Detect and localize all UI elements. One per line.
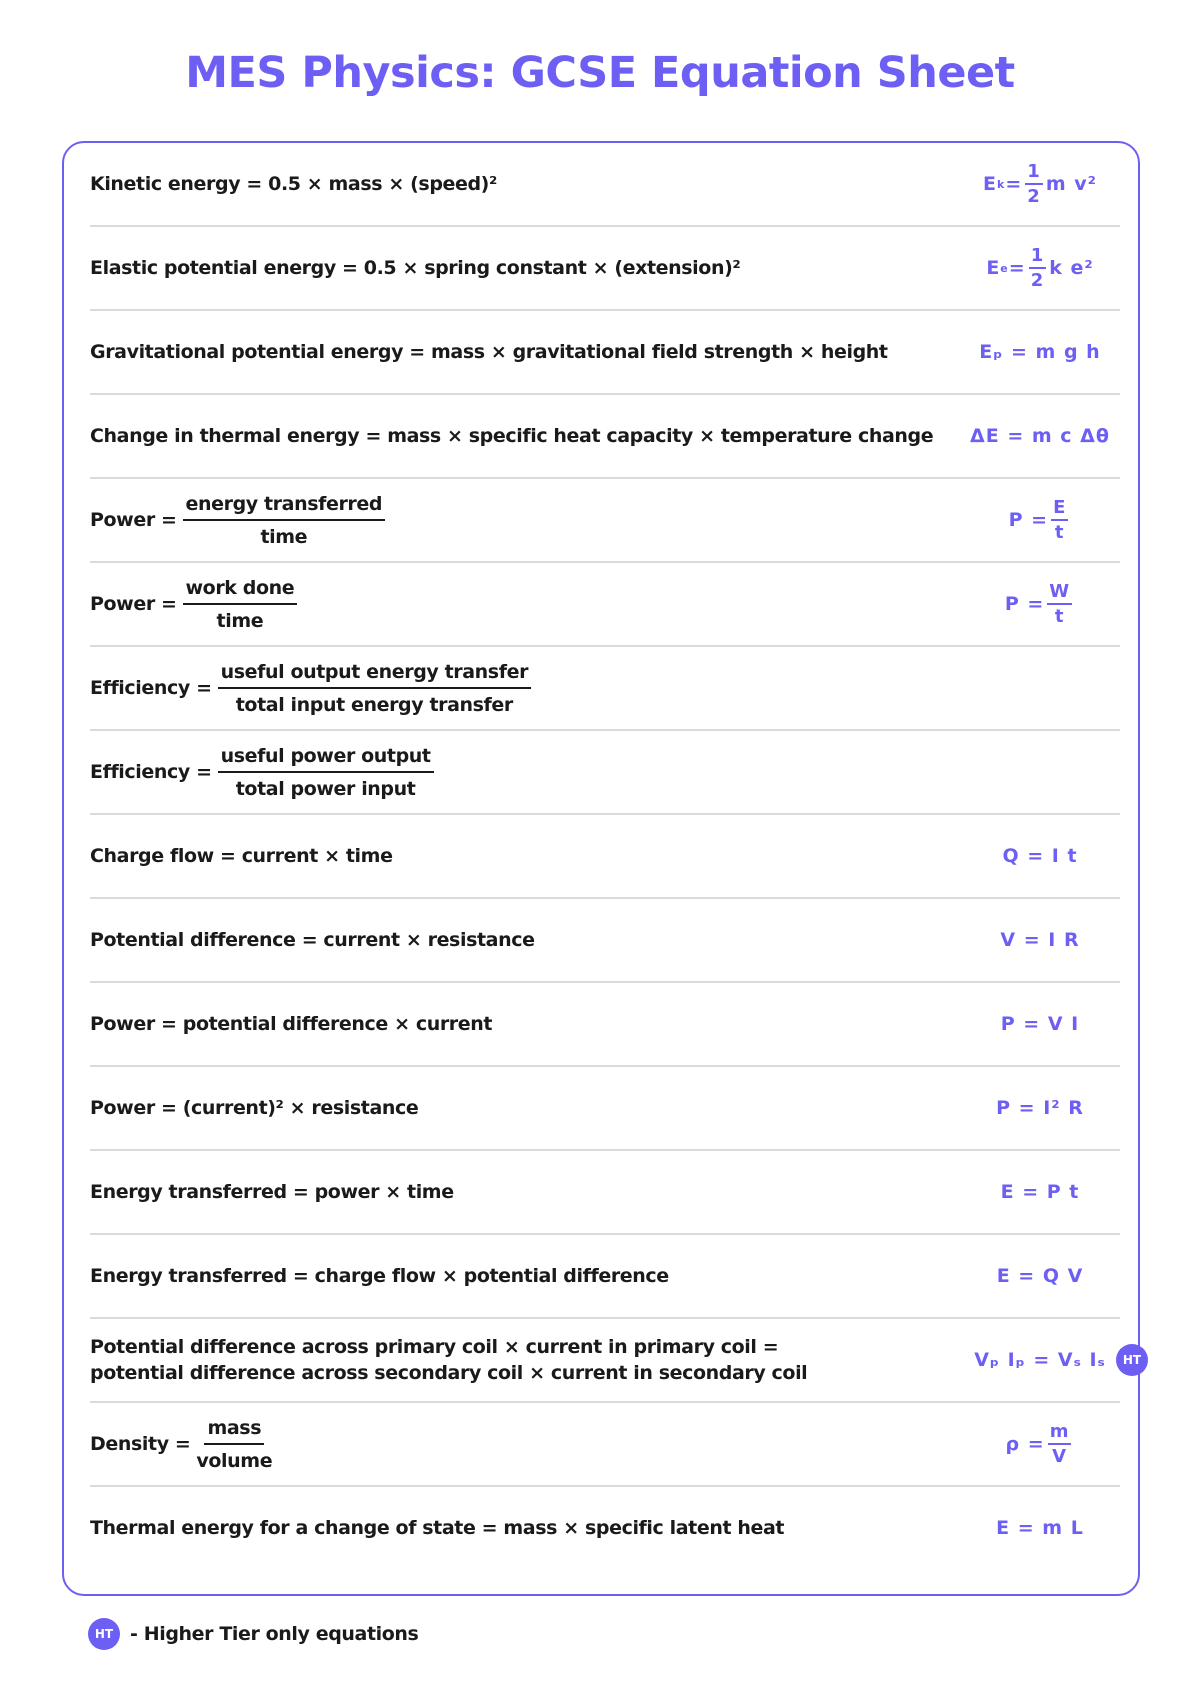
fraction-denominator: t (1054, 522, 1065, 543)
word-equation: Charge flow = current × time (90, 845, 393, 867)
fraction-numerator: mass (204, 1417, 264, 1445)
fraction-denominator: 2 (1027, 186, 1041, 207)
word-equation: Energy transferred = charge flow × potential difference (90, 1265, 669, 1287)
symbol-fraction (1025, 161, 1043, 207)
symbol-lhs: P = (1004, 593, 1045, 615)
fraction-numerator: energy transferred (183, 493, 386, 521)
word-equation: Elastic potential energy = 0.5 × spring constant × (extension)² (90, 257, 741, 279)
word-equation (90, 731, 440, 813)
symbol-equation (960, 479, 1120, 561)
symbol-equation (960, 227, 1120, 309)
word-line: potential difference across secondary coil × current in secondary coil (90, 1362, 808, 1384)
fraction-numerator: 1 (1029, 245, 1047, 269)
symbol-equation (960, 1403, 1120, 1485)
symbol-text: Vₚ Iₚ = Vₛ Iₛ (974, 1349, 1106, 1371)
fraction-numerator: 1 (1025, 161, 1043, 185)
symbol-lhs: ρ = (1005, 1433, 1045, 1455)
equals-sign: = (1008, 257, 1026, 279)
fraction-denominator: total input energy transfer (235, 693, 513, 716)
word-fraction (183, 577, 298, 632)
symbol-equation: E = Q V (996, 1265, 1084, 1287)
word-equation (90, 1319, 807, 1401)
fraction-denominator: total power input (235, 777, 416, 800)
symbol-equation: Eₚ = m g h (979, 341, 1101, 363)
symbol-equation: Q = I t (1002, 845, 1078, 867)
higher-tier-badge: HT (88, 1618, 120, 1650)
symbol-fraction (1029, 245, 1047, 291)
symbol-equation: P = V I (1000, 1013, 1080, 1035)
word-equation: Energy transferred = power × time (90, 1181, 454, 1203)
symbol-subscript: k (997, 177, 1006, 191)
equation-row-density (90, 1403, 1120, 1487)
word-fraction (218, 745, 434, 800)
symbol-equation: V = I R (1000, 929, 1080, 951)
legend-text: - Higher Tier only equations (130, 1623, 419, 1645)
word-equation (90, 563, 303, 645)
equation-row-elastic-potential-energy (90, 227, 1120, 311)
symbol-equation: E = P t (1000, 1181, 1080, 1203)
higher-tier-badge: HT (1116, 1344, 1148, 1376)
word-equation: Gravitational potential energy = mass × gravitational field strength × height (90, 341, 888, 363)
equation-card (62, 141, 1140, 1596)
word-lhs: Density = (90, 1433, 191, 1455)
fraction-denominator: time (216, 609, 264, 632)
fraction-numerator: useful output energy transfer (218, 661, 531, 689)
word-equation: Power = (current)² × resistance (90, 1097, 419, 1119)
symbol-subscript: e (1000, 261, 1009, 275)
fraction-numerator: work done (183, 577, 298, 605)
equation-row-kinetic-energy (90, 143, 1120, 227)
symbol-term: m v² (1045, 173, 1097, 195)
fraction-denominator: time (260, 525, 308, 548)
equation-row-power-i2r (90, 1067, 1120, 1151)
equation-row-energy-charge (90, 1235, 1120, 1319)
fraction-denominator: V (1052, 1446, 1068, 1467)
word-equation (90, 1403, 278, 1485)
symbol-equation: ΔE = m c Δθ (970, 425, 1110, 447)
word-lhs: Efficiency = (90, 677, 212, 699)
equation-row-energy-power-time (90, 1151, 1120, 1235)
symbol-equation: E = m L (996, 1517, 1084, 1539)
fraction-numerator: useful power output (218, 745, 434, 773)
word-equation (90, 647, 537, 729)
symbol-fraction (1047, 581, 1072, 627)
word-equation: Thermal energy for a change of state = mass × specific latent heat (90, 1517, 785, 1539)
equation-row-charge-flow (90, 815, 1120, 899)
equation-row-thermal-energy-change (90, 395, 1120, 479)
word-line: Potential difference across primary coil × current in primary coil = (90, 1336, 779, 1358)
equation-row-efficiency-energy (90, 647, 1120, 731)
equation-row-power-vi (90, 983, 1120, 1067)
word-equation: Change in thermal energy = mass × specific heat capacity × temperature change (90, 425, 934, 447)
equation-row-latent-heat (90, 1487, 1120, 1571)
symbol-equation (960, 1319, 1142, 1401)
symbol-term: k e² (1049, 257, 1094, 279)
symbol-term: E (983, 173, 998, 195)
symbol-equation (960, 563, 1120, 645)
equation-row-power-energy (90, 479, 1120, 563)
fraction-denominator: t (1054, 606, 1065, 627)
equals-sign: = (1005, 173, 1023, 195)
fraction-numerator: W (1047, 581, 1072, 605)
symbol-equation (960, 143, 1120, 225)
word-equation: Power = potential difference × current (90, 1013, 493, 1035)
equation-row-potential-difference (90, 899, 1120, 983)
legend (88, 1618, 418, 1650)
word-lhs: Power = (90, 593, 177, 615)
word-lhs: Power = (90, 509, 177, 531)
word-equation: Potential difference = current × resistance (90, 929, 535, 951)
symbol-equation: P = I² R (996, 1097, 1084, 1119)
fraction-denominator: volume (196, 1449, 273, 1472)
word-fraction (196, 1417, 272, 1472)
word-equation (90, 479, 391, 561)
symbol-fraction (1051, 497, 1068, 543)
fraction-numerator: m (1048, 1421, 1072, 1445)
word-fraction (183, 493, 386, 548)
word-fraction (218, 661, 531, 716)
symbol-term: E (986, 257, 1001, 279)
equation-row-power-work (90, 563, 1120, 647)
equation-row-efficiency-power (90, 731, 1120, 815)
fraction-denominator: 2 (1030, 270, 1045, 291)
symbol-lhs: P = (1008, 509, 1049, 531)
symbol-fraction (1048, 1421, 1072, 1467)
equation-row-transformer (90, 1319, 1142, 1403)
equation-row-gravitational-potential-energy (90, 311, 1120, 395)
fraction-numerator: E (1051, 497, 1068, 521)
word-equation: Kinetic energy = 0.5 × mass × (speed)² (90, 173, 497, 195)
page-title: MES Physics: GCSE Equation Sheet (185, 48, 1015, 98)
word-lhs: Efficiency = (90, 761, 212, 783)
